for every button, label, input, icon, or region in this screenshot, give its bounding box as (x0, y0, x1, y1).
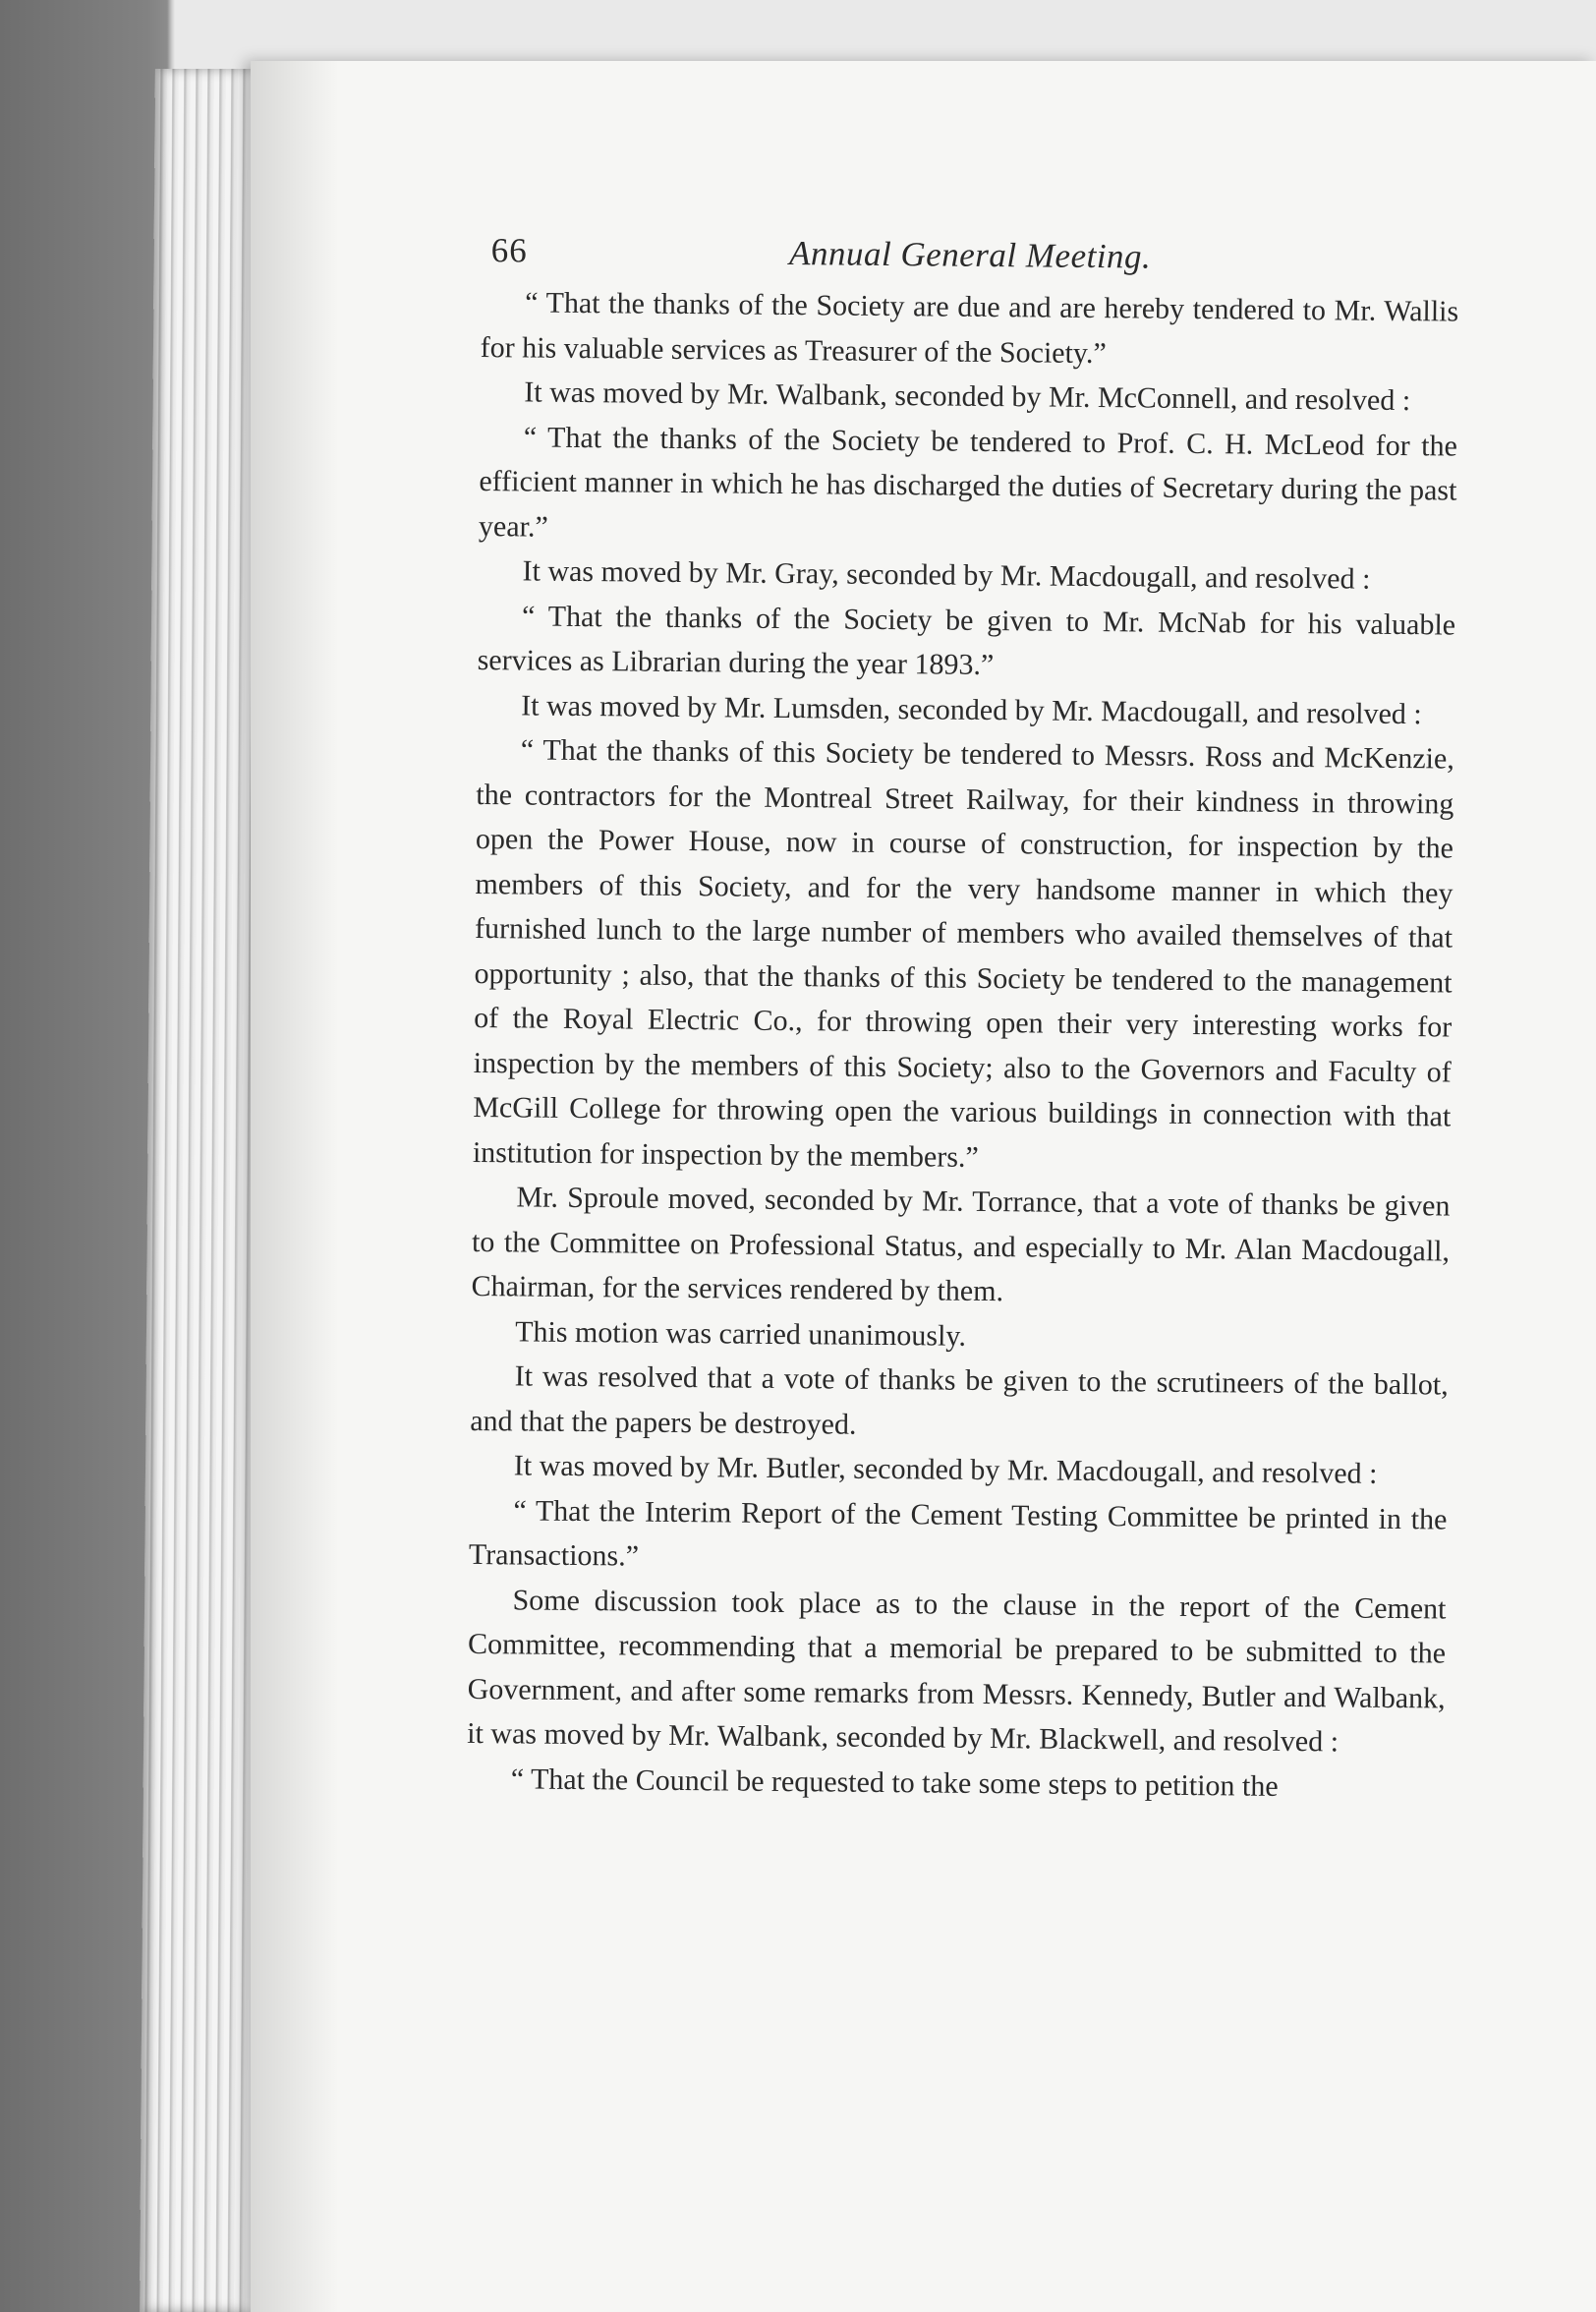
running-head: Annual General Meeting. (788, 234, 1152, 276)
paragraph: It was moved by Mr. Butler, seconded by Mr. Macdougall, and resolved : (513, 1449, 1378, 1490)
paragraph: “ That the thanks of the Society be given to Mr. McNab for his valuable services as Librarian during the year 1893.” (477, 599, 1456, 682)
page-text-block (467, 221, 1459, 1810)
paragraph: Mr. Sproule moved, seconded by Mr. Torrance, that a vote of thanks be given to the Committee on Professional Status, and especially to Mr. Alan Macdougall, Chairman, for the services rendered by them. (471, 1181, 1451, 1308)
page-header (481, 221, 1459, 290)
paragraph: “ That the Council be requested to take some steps to petition the (510, 1762, 1279, 1803)
page-number: 66 (490, 231, 528, 270)
paragraph: “ That the thanks of the Society are due and are hereby tendered to Mr. Wallis for his valuable services as Treasurer of the Society.” (480, 286, 1459, 370)
body-text (467, 280, 1459, 1810)
paragraph: It was moved by Mr. Lumsden, seconded by Mr. Macdougall, and resolved : (521, 688, 1422, 730)
paragraph: It was moved by Mr. Walbank, seconded by Mr. McConnell, and resolved : (524, 376, 1411, 418)
paragraph: This motion was carried unanimously. (515, 1314, 967, 1353)
paragraph: It was resolved that a vote of thanks be given to the scrutineers of the ballot, and that the papers be destroyed. (470, 1359, 1449, 1441)
page-gutter-shadow (251, 61, 339, 2312)
paragraph: “ That the thanks of the Society be tendered to Prof. C. H. McLeod for the efficient manner in which he has discharged the duties of Secretary during the past year.” (478, 420, 1458, 544)
paragraph: “ That the Interim Report of the Cement Testing Committee be printed in the Transactions.” (468, 1493, 1448, 1573)
paragraph: “ That the thanks of this Society be tendered to Messrs. Ross and McKenzie, the contractors for the Montreal Street Railway, for their kindness in throwing open the Power House, now in course of construction, for inspection by the members of this Society, and for the very handsome manner in which they furnished lunch to the large number of members who availed themselves of that opportunity ; also, that the thanks of this Society be tendered to the management of the Royal Electric Co., for throwing open their very interesting works for inspection by the members of this Society; also to the Governors and Faculty of McGill College for throwing open the various buildings in connection with that institution for inspection by the members.” (472, 733, 1454, 1174)
paragraph: Some discussion took place as to the clause in the report of the Cement Committee, recommending that a memorial be prepare⁠d to be submitted to the Government, and after some remarks from Messrs. Kennedy, Butler and Walbank, it was moved by Mr. Walbank, seconded by Mr. Blackwell, and resolved : (467, 1583, 1447, 1759)
paragraph: It was moved by Mr. Gray, seconded by Mr. Macdougall, and resolved : (522, 554, 1371, 596)
